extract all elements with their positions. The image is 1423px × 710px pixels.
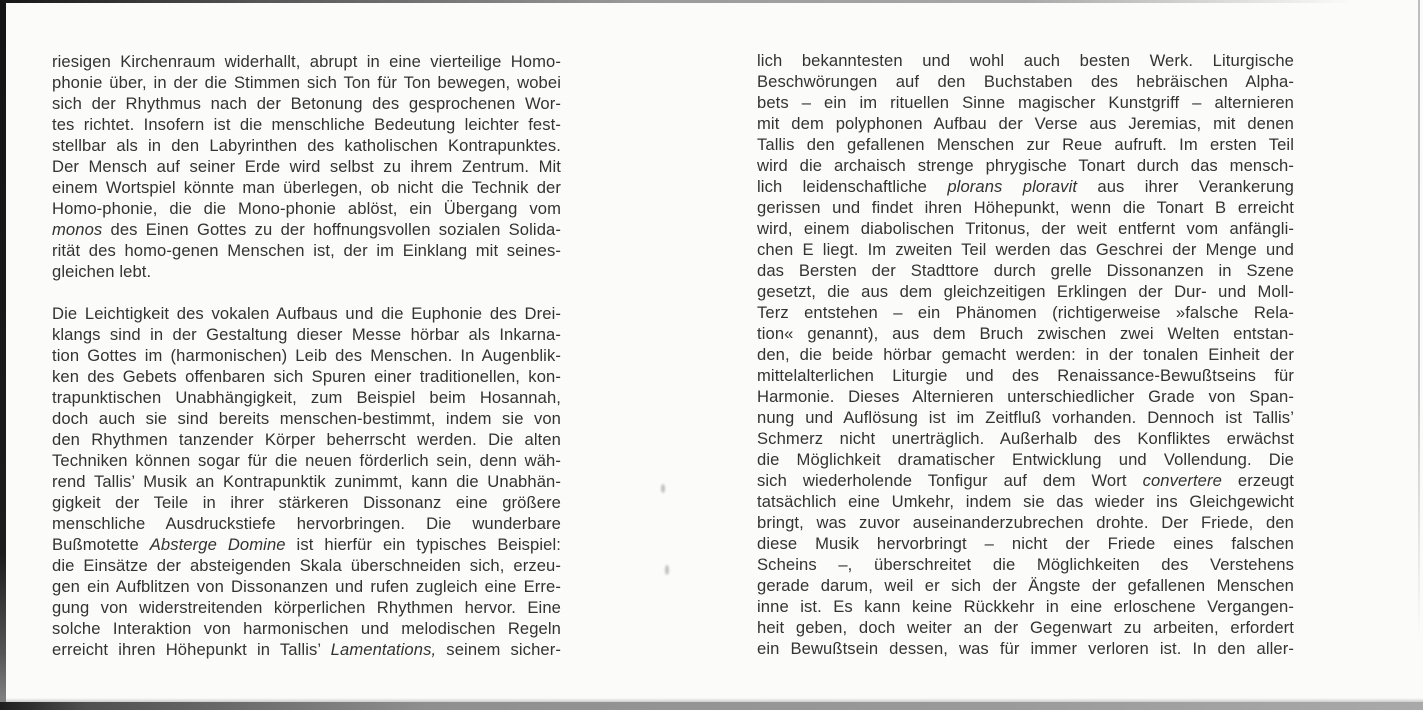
text-segment: gerissen und findet ihren Höhepunkt, wenn die Tonart B erreicht: [757, 198, 1294, 217]
scan-edge-top: [0, 0, 1423, 3]
scan-edge-right: [1418, 0, 1420, 710]
italic-text-segment: monos: [52, 220, 103, 239]
text-segment: die Möglichkeit dramatischer Entwicklung und Vollendung. Die: [757, 450, 1294, 469]
left-page-text: [52, 51, 561, 660]
text-segment: diese Musik hervorbringt – nicht der Friede eines falschen: [757, 534, 1294, 553]
text-segment: erreicht ihren Höhepunkt in Tallis’: [52, 640, 331, 659]
text-segment: ist hierfür ein typisches Beispiel:: [285, 535, 561, 554]
text-line: [757, 113, 1294, 134]
text-segment: wird die archaisch strenge phrygische Tonart durch das mensch-: [757, 156, 1294, 175]
text-segment: die Einsätze der absteigenden Skala überschneiden sich, erzeu-: [52, 556, 561, 575]
text-line: [52, 639, 561, 660]
italic-text-segment: plorans ploravit: [947, 177, 1078, 196]
text-segment: mit dem polyphonen Aufbau der Verse aus Jeremias, mit denen: [757, 114, 1294, 133]
text-segment: Scheins –, überschreitet die Möglichkeiten des Verstehens: [757, 555, 1294, 574]
text-segment: gung von widerstreitenden körperlichen Rhythmen hervor. Eine: [52, 598, 561, 617]
text-segment: stellbar als in den Labyrinthen des katholischen Kontrapunktes.: [52, 136, 561, 155]
text-segment: gigkeit der Teile in ihrer stärkeren Dissonanz eine größere: [52, 493, 561, 512]
text-line: [757, 407, 1294, 428]
text-line: [52, 429, 561, 450]
text-segment: Tallis den gefallenen Menschen zur Reue aufruft. Im ersten Teil: [757, 135, 1294, 154]
text-segment: seinem sicher-: [436, 640, 561, 659]
text-line: [757, 176, 1294, 197]
text-line: [52, 618, 561, 639]
text-segment: Die Leichtigkeit des vokalen Aufbaus und die Euphonie des Drei-: [52, 304, 561, 323]
text-segment: trapunktischen Unabhängigkeit, zum Beispiel beim Hosannah,: [52, 388, 561, 407]
text-segment: bets – ein im rituellen Sinne magischer Kunstgriff – alternieren: [757, 93, 1294, 112]
text-line: [757, 491, 1294, 512]
text-line: [52, 345, 561, 366]
text-segment: tion« genannt), aus dem Bruch zwischen zwei Welten entstan-: [757, 324, 1294, 343]
text-segment: gerade darum, weil er sich der Ängste der gefallenen Menschen: [757, 576, 1294, 595]
scan-smudge: [661, 484, 665, 493]
text-segment: gleichen lebt.: [52, 262, 152, 281]
text-line: [52, 324, 561, 345]
text-segment: tes richtet. Insofern ist die menschliche Bedeutung leichter fest-: [52, 115, 561, 134]
text-segment: ein Bewußtsein dessen, was für immer verloren ist. In den aller-: [757, 639, 1294, 658]
text-line: [52, 72, 561, 93]
text-line: [52, 387, 561, 408]
scan-smudge: [665, 565, 669, 575]
text-line: [52, 597, 561, 618]
text-segment: phonie über, in der die Stimmen sich Ton für Ton bewegen, wobei: [52, 73, 561, 92]
text-segment: Terz entstehen – ein Phänomen (richtigerweise »falsche Rela-: [757, 303, 1294, 322]
text-line: [757, 50, 1294, 71]
text-line: [52, 135, 561, 156]
text-line: [757, 344, 1294, 365]
text-line: [757, 428, 1294, 449]
text-line: [757, 92, 1294, 113]
text-line: [52, 534, 561, 555]
text-segment: inne ist. Es kann keine Rückkehr in eine erloschene Vergangen-: [757, 597, 1294, 616]
text-segment: Homo-phonie, die die Mono-phonie ablöst, ein Übergang vom: [52, 199, 561, 218]
paragraph: [757, 50, 1294, 659]
text-segment: sich der Rhythmus nach der Betonung des gesprochenen Wor-: [52, 94, 561, 113]
text-line: [757, 365, 1294, 386]
text-line: [52, 219, 561, 240]
text-line: [52, 156, 561, 177]
paragraph: [52, 51, 561, 282]
text-segment: gen ein Aufblitzen von Dissonanzen und rufen zugleich eine Erre-: [52, 577, 561, 596]
text-line: [757, 575, 1294, 596]
text-line: [757, 638, 1294, 659]
text-line: [757, 134, 1294, 155]
text-line: [52, 492, 561, 513]
text-segment: doch auch sie sind bereits menschen-bestimmt, indem sie von: [52, 409, 561, 428]
text-segment: Schmerz nicht unerträglich. Außerhalb des Konfliktes erwächst: [757, 429, 1294, 448]
text-segment: menschliche Ausdruckstiefe hervorbringen. Die wunderbare: [52, 514, 561, 533]
text-line: [757, 239, 1294, 260]
text-segment: riesigen Kirchenraum widerhallt, abrupt in eine vierteilige Homo-: [52, 52, 561, 71]
text-segment: Harmonie. Dieses Alternieren unterschiedlicher Grade von Span-: [757, 387, 1294, 406]
italic-text-segment: Lamentations,: [330, 640, 437, 659]
text-line: [52, 261, 561, 282]
text-line: [757, 554, 1294, 575]
text-line: [52, 177, 561, 198]
text-segment: einem Wortspiel könnte man überlegen, ob nicht die Technik der: [52, 178, 561, 197]
text-segment: Techniken können sogar für die neuen förderlich sein, denn wäh-: [52, 451, 561, 470]
text-segment: tatsächlich eine Umkehr, indem sie das wieder ins Gleichgewicht: [757, 492, 1294, 511]
text-line: [757, 470, 1294, 491]
italic-text-segment: Absterge Domine: [149, 535, 286, 554]
text-line: [52, 513, 561, 534]
text-segment: ken des Gebets offenbaren sich Spuren einer traditionellen, kon-: [52, 367, 561, 386]
text-segment: Der Mensch auf seiner Erde wird selbst zu ihrem Zentrum. Mit: [52, 157, 561, 176]
text-segment: den, die beide hörbar gemacht werden: in der tonalen Einheit der: [757, 345, 1294, 364]
text-segment: mittelalterlichen Liturgie und des Renaissance-Bewußtseins für: [757, 366, 1294, 385]
scan-edge-bottom: [0, 702, 1423, 710]
text-line: [52, 576, 561, 597]
text-line: [52, 471, 561, 492]
text-segment: klangs sind in der Gestaltung dieser Messe hörbar als Inkarna-: [52, 325, 561, 344]
text-line: [757, 302, 1294, 323]
text-segment: nung und Auflösung ist im Zeitfluß vorhanden. Dennoch ist Tallis’: [757, 408, 1294, 427]
text-line: [52, 366, 561, 387]
text-line: [757, 197, 1294, 218]
text-segment: des Einen Gottes zu der hoffnungsvollen sozialen Solida-: [102, 220, 561, 239]
text-segment: rend Tallis’ Musik an Kontrapunktik zunimmt, kann die Unabhän-: [52, 472, 561, 491]
text-line: [52, 408, 561, 429]
text-line: [757, 449, 1294, 470]
text-segment: aus ihrer Verankerung: [1077, 177, 1294, 196]
text-line: [757, 323, 1294, 344]
text-line: [757, 260, 1294, 281]
text-segment: lich bekanntesten und wohl auch besten Werk. Liturgische: [757, 51, 1294, 70]
text-segment: solche Interaktion von harmonischen und melodischen Regeln: [52, 619, 561, 638]
text-segment: das Bersten der Stadttore durch grelle Dissonanzen in Szene: [757, 261, 1294, 280]
text-line: [757, 386, 1294, 407]
text-segment: wird, einem diabolischen Tritonus, der weit entfernt vom anfängli-: [757, 219, 1294, 238]
text-line: [52, 198, 561, 219]
italic-text-segment: convertere: [1142, 471, 1222, 490]
text-line: [52, 51, 561, 72]
text-line: [757, 71, 1294, 92]
right-page-text: [757, 50, 1294, 659]
scan-edge-left: [0, 0, 6, 710]
text-line: [52, 555, 561, 576]
text-segment: sich wiederholende Tonfigur auf dem Wort: [757, 471, 1143, 490]
paragraph: [52, 303, 561, 660]
text-line: [757, 533, 1294, 554]
text-segment: tion Gottes im (harmonischen) Leib des Menschen. In Augenblik-: [52, 346, 561, 365]
text-line: [52, 450, 561, 471]
text-line: [52, 93, 561, 114]
text-segment: heit geben, doch weiter an der Gegenwart zu arbeiten, erfordert: [757, 618, 1294, 637]
text-segment: gesetzt, die aus dem gleichzeitigen Erklingen der Dur- und Moll-: [757, 282, 1294, 301]
text-segment: bringt, was zuvor auseinanderzubrechen drohte. Der Friede, den: [757, 513, 1294, 532]
text-segment: rität des homo-genen Menschen ist, der im Einklang mit seines-: [52, 241, 561, 260]
text-line: [52, 303, 561, 324]
text-segment: Bußmotette: [52, 535, 150, 554]
text-line: [757, 512, 1294, 533]
text-segment: lich leidenschaftliche: [757, 177, 948, 196]
scan-edge-bottom-shadow: [0, 698, 1423, 702]
text-line: [52, 240, 561, 261]
text-line: [52, 114, 561, 135]
text-line: [757, 155, 1294, 176]
text-segment: den Rhythmen tanzender Körper beherrscht werden. Die alten: [52, 430, 561, 449]
text-segment: chen E liegt. Im zweiten Teil werden das Geschrei der Menge und: [757, 240, 1294, 259]
text-line: [757, 596, 1294, 617]
text-line: [757, 281, 1294, 302]
text-segment: Beschwörungen auf den Buchstaben des hebräischen Alpha-: [757, 72, 1294, 91]
text-line: [757, 218, 1294, 239]
text-segment: erzeugt: [1221, 471, 1294, 490]
text-line: [757, 617, 1294, 638]
